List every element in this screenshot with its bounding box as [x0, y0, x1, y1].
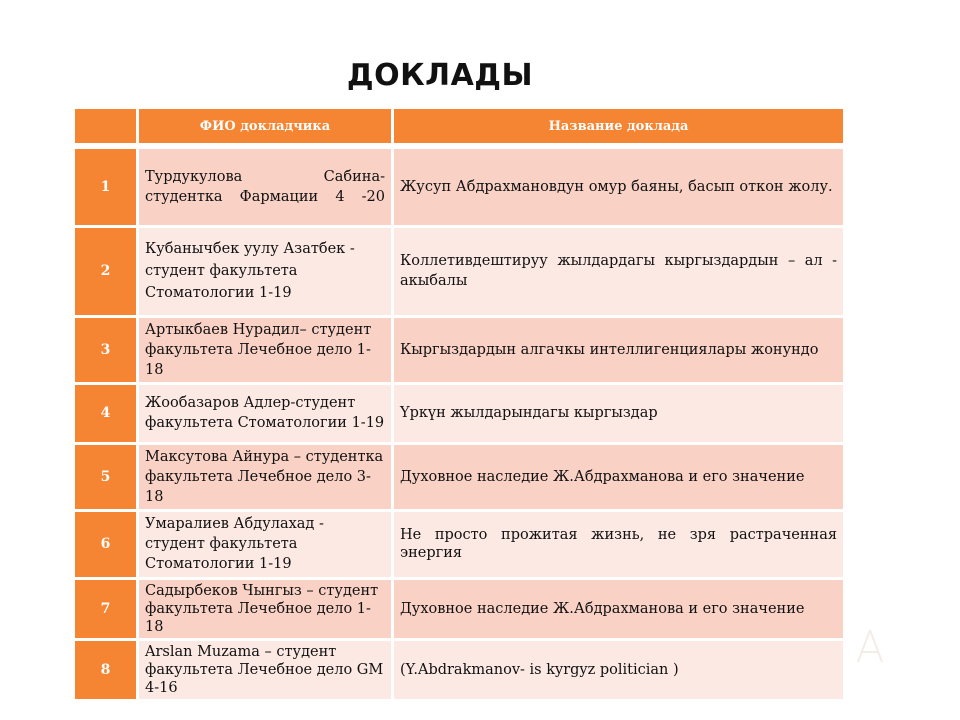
row-number: 1: [74, 146, 138, 226]
speaker-cell: Максутова Айнура – студентка факультета Лечебное дело 3-18: [138, 443, 393, 510]
speaker-cell: Кубанычбек уулу Азатбек - студент факультета Стоматологии 1-19: [138, 226, 393, 316]
speaker-cell: Жообазаров Адлер-студент факультета Стоматологии 1-19: [138, 383, 393, 443]
row-number: 8: [74, 639, 138, 700]
table-row: [74, 443, 845, 510]
header-number: [74, 108, 138, 147]
reports-table: [72, 106, 846, 702]
topic-cell: Кыргыздардын алгачкы интеллигенциялары жонундо: [393, 316, 845, 383]
header-topic: Название доклада: [393, 108, 845, 147]
speaker-cell: Турдукулова Сабина- студентка Фармации 4 -20: [138, 146, 393, 226]
topic-cell: (Y.Abdrakmanov- is kyrgyz politician ): [393, 639, 845, 700]
header-speaker: ФИО докладчика: [138, 108, 393, 147]
row-number: 4: [74, 383, 138, 443]
table-row: [74, 639, 845, 700]
topic-cell: Жусуп Абдрахмановдун омур баяны, басып откон жолу.: [393, 146, 845, 226]
table-row: [74, 146, 845, 226]
topic-cell: Духовное наследие Ж.Абдрахманова и его значение: [393, 578, 845, 639]
table-row: [74, 578, 845, 639]
page-title: ДОКЛАДЫ: [346, 58, 534, 93]
table-row: [74, 510, 845, 578]
topic-cell: Үркүн жылдарындагы кыргыздар: [393, 383, 845, 443]
row-number: 5: [74, 443, 138, 510]
speaker-cell: Умаралиев Абдулахад - студент факультета Стоматологии 1-19: [138, 510, 393, 578]
speaker-cell: Садырбеков Чынгыз – студент факультета Лечебное дело 1-18: [138, 578, 393, 639]
row-number: 6: [74, 510, 138, 578]
row-number: 2: [74, 226, 138, 316]
topic-cell: Духовное наследие Ж.Абдрахманова и его значение: [393, 443, 845, 510]
topic-cell: Коллетивдештируу жылдардагы кыргыздардын – ал - акыбалы: [393, 226, 845, 316]
watermark-icon: [852, 626, 888, 666]
speaker-cell: Артыкбаев Нурадил– студент факультета Лечебное дело 1-18: [138, 316, 393, 383]
table-row: [74, 383, 845, 443]
topic-cell: Не просто прожитая жизнь, не зря растраченная энергия: [393, 510, 845, 578]
table-header-row: [74, 108, 845, 147]
row-number: 3: [74, 316, 138, 383]
table-row: [74, 316, 845, 383]
speaker-cell: Arslan Muzama – студент факультета Лечебное дело GM 4-16: [138, 639, 393, 700]
table-row: [74, 226, 845, 316]
row-number: 7: [74, 578, 138, 639]
